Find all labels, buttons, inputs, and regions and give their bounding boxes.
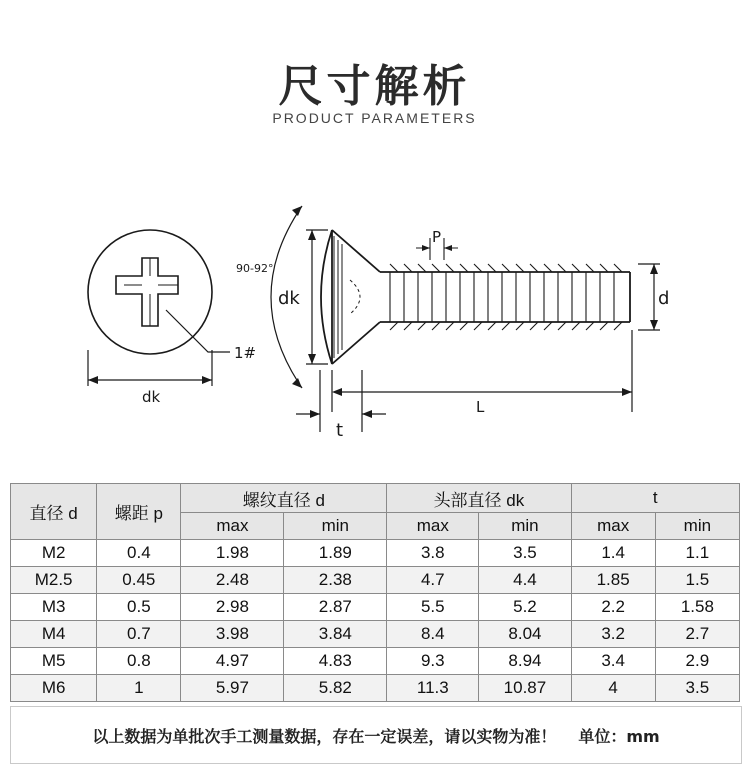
part-mark-label: 1# (234, 344, 257, 362)
table-cell: 11.3 (387, 675, 479, 702)
table-cell: 2.98 (181, 594, 284, 621)
header-thread-min: min (284, 513, 387, 540)
table-row (11, 648, 740, 675)
table-cell: 2.38 (284, 567, 387, 594)
table-cell: 1.89 (284, 540, 387, 567)
screw-head-front-view (88, 230, 212, 354)
pitch-label: P (432, 228, 442, 246)
header-pitch: 螺距 p (97, 484, 181, 540)
table-cell: 4.97 (181, 648, 284, 675)
header-t-min: min (655, 513, 739, 540)
table-cell: M3 (11, 594, 97, 621)
table-cell: 4.83 (284, 648, 387, 675)
table-cell: 3.4 (571, 648, 655, 675)
header-head-min: min (479, 513, 571, 540)
table-cell: 3.5 (655, 675, 739, 702)
table-cell: 1.1 (655, 540, 739, 567)
table-cell: 5.2 (479, 594, 571, 621)
length-label: L (476, 398, 485, 416)
table-cell: 3.2 (571, 621, 655, 648)
table-cell: M2 (11, 540, 97, 567)
spec-table (10, 483, 740, 702)
table-cell: M4 (11, 621, 97, 648)
table-cell: 0.4 (97, 540, 181, 567)
table-cell: 10.87 (479, 675, 571, 702)
t-label: t (336, 420, 344, 441)
header-thread-diameter: 螺纹直径 d (181, 484, 387, 513)
table-cell: 3.8 (387, 540, 479, 567)
table-cell: 1.85 (571, 567, 655, 594)
table-cell: 2.2 (571, 594, 655, 621)
header-head-max: max (387, 513, 479, 540)
unit-label: 单位：mm (578, 726, 660, 746)
table-cell: 3.98 (181, 621, 284, 648)
table-cell: 3.5 (479, 540, 571, 567)
table-cell: M2.5 (11, 567, 97, 594)
table-cell: 4.4 (479, 567, 571, 594)
disclaimer-note (10, 706, 742, 764)
table-row (11, 540, 740, 567)
table-cell: 4.7 (387, 567, 479, 594)
angle-label: 90-92° (236, 262, 274, 275)
table-cell: 1.58 (655, 594, 739, 621)
page-subtitle: PRODUCT PARAMETERS (272, 110, 477, 126)
table-row (11, 675, 740, 702)
table-row (11, 594, 740, 621)
table-cell: 1 (97, 675, 181, 702)
header-t: t (571, 484, 739, 513)
table-cell: 8.4 (387, 621, 479, 648)
phillips-cross-recess (116, 258, 178, 326)
table-cell: M5 (11, 648, 97, 675)
table-cell: 1.5 (655, 567, 739, 594)
disclaimer-text: 以上数据为单批次手工测量数据，存在一定误差，请以实物为准！ (92, 726, 557, 746)
header-diameter: 直径 d (11, 484, 97, 540)
table-cell: 0.8 (97, 648, 181, 675)
table-cell: 9.3 (387, 648, 479, 675)
table-cell: 0.5 (97, 594, 181, 621)
table-cell: 0.45 (97, 567, 181, 594)
dk-front-label: dk (142, 388, 161, 406)
table-cell: 2.48 (181, 567, 284, 594)
screw-threads (390, 264, 622, 330)
table-cell: 2.9 (655, 648, 739, 675)
table-cell: 2.87 (284, 594, 387, 621)
d-label: d (658, 288, 670, 309)
screw-dimension-drawing (70, 180, 670, 450)
table-cell: 5.82 (284, 675, 387, 702)
table-cell: 8.04 (479, 621, 571, 648)
header-thread-max: max (181, 513, 284, 540)
screw-head-side-view (321, 230, 380, 364)
header-t-max: max (571, 513, 655, 540)
table-cell: 5.97 (181, 675, 284, 702)
table-row (11, 621, 740, 648)
dk-side-label: dk (278, 288, 300, 309)
table-cell: 3.84 (284, 621, 387, 648)
table-cell: 1.4 (571, 540, 655, 567)
table-cell: 2.7 (655, 621, 739, 648)
table-cell: 0.7 (97, 621, 181, 648)
table-cell: 5.5 (387, 594, 479, 621)
page-title: 尺寸解析 (278, 61, 471, 112)
table-cell: 8.94 (479, 648, 571, 675)
table-cell: 4 (571, 675, 655, 702)
table-cell: M6 (11, 675, 97, 702)
header-head-diameter: 头部直径 dk (387, 484, 571, 513)
table-cell: 1.98 (181, 540, 284, 567)
table-row (11, 567, 740, 594)
